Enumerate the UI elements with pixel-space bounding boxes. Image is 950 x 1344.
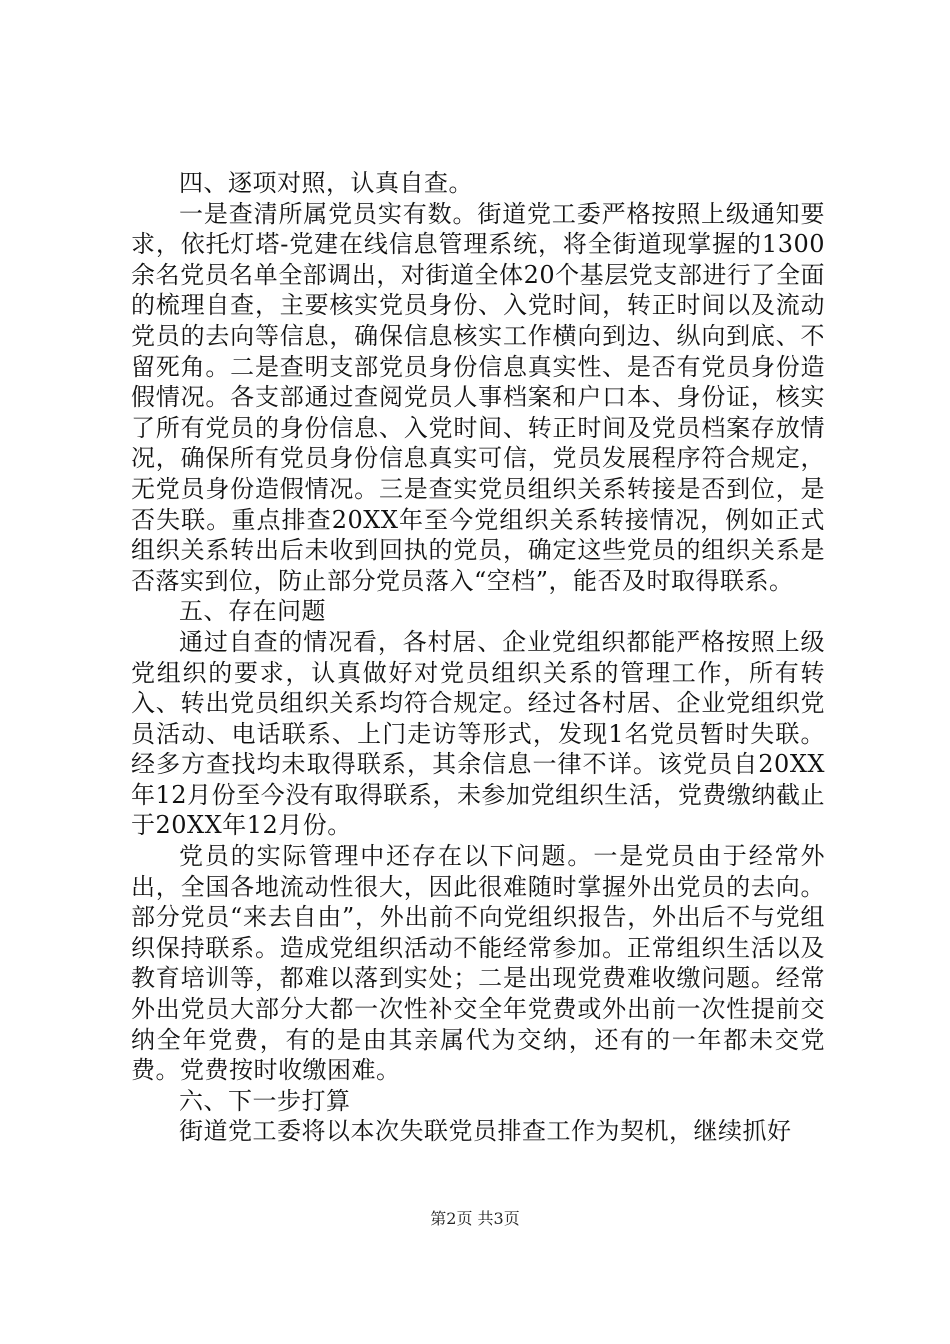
page-number-footer: 第2页 共3页 — [430, 1209, 520, 1228]
section-5-paragraph-2: 党员的实际管理中还存在以下问题。一是党员由于经常外出，全国各地流动性很大，因此很难随时掌握外出党员的去向。部分党员“来去自由”，外出前不向党组织报告，外出后不与党组织保持联系。造成党组织活动不能经常参加。正常组织生活以及教育培训等，都难以落到实处；二是出现党费难收缴问题。经常外出党员大部分大都一次性补交全年党费或外出前一次性提前交纳全年党费，有的是由其亲属代为交纳，还有的一年都未交党费。党费按时收缴困难。 — [131, 842, 825, 1085]
section-heading-6: 六、下一步打算 — [179, 1086, 351, 1115]
section-heading-5: 五、存在问题 — [179, 597, 326, 626]
section-4-paragraph: 一是查清所属党员实有数。街道党工委严格按照上级通知要求，依托灯塔-党建在线信息管理系统，将全街道现掌握的1300余名党员名单全部调出，对街道全体20个基层党支部进行了全面的梳理自查，主要核实党员身份、入党时间，转正时间以及流动党员的去向等信息，确保信息核实工作横向到边、纵向到底、不留死角。二是查明支部党员身份信息真实性、是否有党员身份造假情况。各支部通过查阅党员人事档案和户口本、身份证，核实了所有党员的身份信息、入党时间、转正时间及党员档案存放情况，确保所有党员身份信息真实可信，党员发展程序符合规定，无党员身份造假情况。三是查实党员组织关系转接是否到位，是否失联。重点排查20XX年至今党组织关系转接情况，例如正式组织关系转出后未收到回执的党员，确定这些党员的组织关系是否落实到位，防止部分党员落入“空档”，能否及时取得联系。 — [131, 199, 825, 595]
document-body — [131, 168, 825, 1147]
section-heading-4: 四、逐项对照，认真自查。 — [179, 169, 473, 197]
section-6-paragraph: 街道党工委将以本次失联党员排查工作为契机，继续抓好 — [179, 1117, 792, 1146]
section-5-paragraph-1: 通过自查的情况看，各村居、企业党组织都能严格按照上级党组织的要求，认真做好对党员组织关系的管理工作，所有转入、转出党员组织关系均符合规定。经过各村居、企业党组织党员活动、电话联系、上门走访等形式，发现1名党员暂时失联。经多方查找均未取得联系，其余信息一律不详。该党员自20XX年12月份至今没有取得联系，未参加党组织生活，党费缴纳截止于20XX年12月份。 — [131, 627, 825, 840]
